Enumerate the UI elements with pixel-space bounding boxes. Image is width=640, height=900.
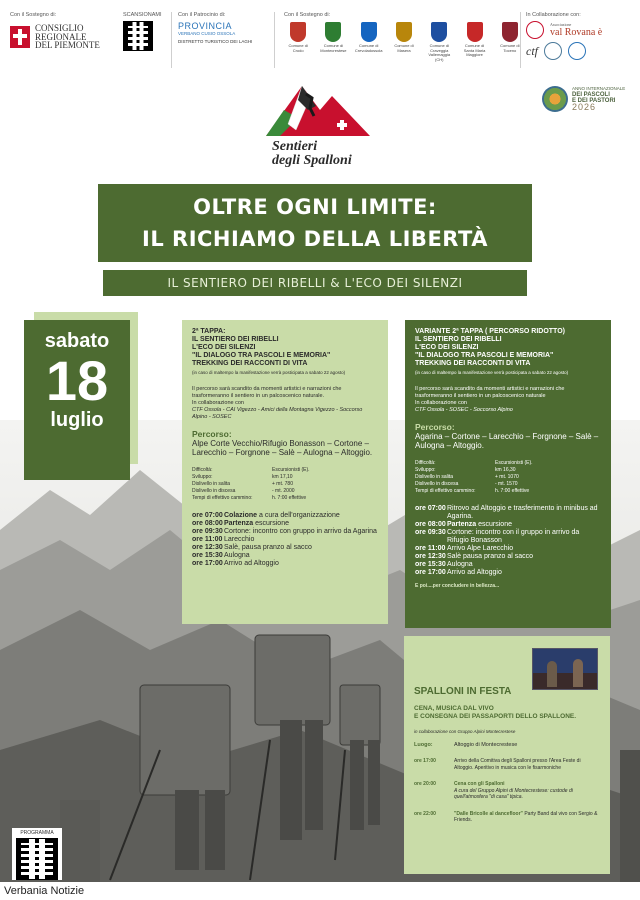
panel-heading: VARIANTE 2ª TAPPA ( PERCORSO RIDOTTO) IL SENTIERO DEI RIBELLI L'ECO DEI SILENZI "IL DIALOGO TRA PASCOLI E MEMORIA" TREKKING DEI RACCONTI DI VITA — [415, 328, 565, 367]
schedule-activity: Aulogna — [224, 551, 250, 559]
route-heading: Percorso: — [415, 422, 455, 432]
spec-label: Tempi di effettivo cammino: — [415, 487, 476, 494]
spec-label: Dislivello in salita — [415, 473, 454, 480]
distretto-logo: DISTRETTO TURISTICO DEI LAGHI — [178, 39, 253, 44]
soccorso-alpino-logo-icon — [568, 42, 586, 60]
schedule-row — [192, 552, 378, 560]
comune-name: Comune di Crodo — [288, 43, 308, 53]
spec-label: Difficoltà: — [192, 466, 213, 473]
schedule-row — [192, 512, 378, 520]
logo-wordmark: Sentieri degli Spalloni — [272, 139, 352, 168]
source-credit: Verbania Notizie — [0, 882, 640, 900]
anno-line3: E DEI PASTORI — [572, 98, 616, 104]
schedule-row — [192, 560, 378, 568]
ctf-logo: ctf — [526, 43, 538, 58]
schedule-row — [415, 529, 601, 545]
schedule-time: ore 15:30 — [415, 560, 446, 568]
spec-label: Dislivello in discesa — [415, 480, 459, 487]
panel-closing: E poi....per concludere in bellezza... — [415, 582, 500, 589]
schedule-activity: Arrivo ad Altoggio — [224, 559, 279, 567]
schedule-time: ore 09:30 — [415, 528, 446, 536]
schedule-time: ore 12:30 — [415, 552, 446, 560]
qr-code-icon[interactable] — [123, 21, 153, 51]
schedule-time: ore 11:00 — [415, 544, 446, 552]
comune-logo — [460, 22, 488, 62]
cai-logo-icon — [544, 42, 562, 60]
schedule-time: ore 08:00 — [415, 520, 446, 528]
schedule-row — [415, 561, 601, 569]
schedule-row — [415, 521, 601, 529]
val-rovana-logo: Associazione val Rovana è — [550, 22, 603, 38]
route-text: Alpe Corte Vecchio/Rifugio Bonasson – Cortone – Larecchio – Forgnone – Salè – Aulogna – Altoggio. — [192, 438, 373, 457]
associazione-logo-icon — [526, 21, 544, 39]
spec-value: Escursionisti (E). — [495, 459, 533, 466]
program-qr[interactable] — [12, 828, 62, 880]
consiglio-regionale-logo: CONSIGLIO REGIONALE DEL PIEMONTE — [35, 23, 100, 50]
feast-collaboration: in collaborazione con Gruppo Alpini Montecrestese — [414, 729, 516, 734]
sponsor-band — [0, 0, 640, 76]
divider — [274, 12, 275, 68]
comune-logo — [425, 22, 453, 62]
title-line1: OLTRE OGNI LIMITE: — [193, 195, 437, 219]
panel-description: Il percorso sarà scandito da momenti artistici e narrazioni che trasformeranno il sentiero in un palcoscenico naturale. — [192, 386, 342, 399]
feast-event-time: ore 17:00 — [414, 758, 436, 764]
spec-value: - mt. 1570 — [495, 480, 518, 487]
weather-note: (in caso di maltempo la manifestazione verrà posticipata a sabato 22 agosto) — [415, 370, 569, 375]
divider — [520, 12, 521, 68]
spec-value: + mt. 780 — [272, 480, 293, 487]
feast-subtitle: CENA, MUSICA DAL VIVO E CONSEGNA DEI PASSAPORTI DELLO SPALLONE. — [414, 705, 577, 720]
provincia-logo: PROVINCIA — [178, 21, 233, 31]
feast-event-time: ore 22:00 — [414, 810, 436, 817]
schedule-activity: Salè, pausa pranzo al sacco — [224, 543, 312, 551]
spec-label: Dislivello in salita — [192, 480, 231, 487]
comune-logo — [390, 22, 418, 62]
schedule-activity: Colazione a cura dell'organizzazione — [224, 511, 340, 519]
schedule-activity: Partenza escursione — [224, 519, 289, 527]
crest-icon — [325, 22, 341, 42]
musicians-photo — [532, 648, 598, 690]
panel-collaboration: In collaborazione con CTF Ossola - CAI Vigezzo - Amici della Montagna Vigezzo - Soccorso Alpino - SOSEC — [192, 400, 363, 420]
schedule-time: ore 17:00 — [192, 559, 223, 567]
spec-label: Sviluppo: — [415, 466, 436, 473]
schedule-time: ore 08:00 — [192, 519, 223, 527]
divider — [171, 12, 172, 68]
comune-name: Comune di Santa Maria Maggiore — [463, 43, 486, 57]
comune-logo — [355, 22, 383, 62]
schedule-activity: Arrivo ad Altoggio — [447, 568, 502, 576]
feast-location: Luogo: Altoggio di Montecrestese — [414, 742, 518, 748]
scan-label: SCANSIONAMI — [123, 12, 162, 18]
feast-event-description: "Dalle Bricolle al dancefloor" Party Band dal vivo con Sergio & Friends. — [454, 810, 598, 823]
date-weekday: sabato — [44, 330, 110, 352]
schedule — [192, 512, 378, 568]
feast-event-description: Cena con gli Spalloni A cura del Gruppo Alpini di Montecrestese: custode di quell'atmosfera "di casa" tipica. — [454, 781, 573, 800]
date-day: 18 — [45, 349, 109, 412]
feast-event — [414, 811, 600, 824]
comune-logo — [284, 22, 312, 62]
schedule-activity: Salè pausa pranzo al sacco — [447, 552, 533, 560]
program-label: PROGRAMMA — [20, 830, 54, 836]
panel-collaboration: In collaborazione con CTF Ossola - SOSEC - Soccorso Alpino — [415, 400, 513, 413]
schedule-time: ore 11:00 — [192, 535, 223, 543]
route-specs — [415, 460, 601, 495]
anno-pascoli-logo — [542, 86, 634, 112]
qr-code-icon[interactable] — [16, 838, 58, 880]
sostegno-regione — [10, 12, 110, 50]
schedule-row — [415, 545, 601, 553]
piemonte-flag-icon — [10, 26, 30, 48]
spec-label: Dislivello in discesa — [192, 487, 236, 494]
anno-line2: DEI PASCOLI — [572, 92, 610, 98]
spec-value: h. 7:00 effettive — [495, 487, 530, 494]
schedule-row — [192, 544, 378, 552]
patrocinio-block — [178, 12, 258, 44]
comune-logo — [319, 22, 347, 62]
collaborazione-label: In Collaborazione con: — [526, 12, 581, 18]
comune-name: Comune di Toceno — [500, 43, 520, 53]
date-month: luglio — [50, 409, 104, 431]
comuni-list — [284, 22, 524, 62]
spec-value: + mt. 1070 — [495, 473, 519, 480]
schedule-activity: Arrivo Alpe Larecchio — [447, 544, 514, 552]
program-panel-main — [182, 320, 388, 624]
main-title — [98, 184, 532, 262]
feast-event — [414, 758, 600, 771]
schedule-row — [415, 505, 601, 521]
comune-name: Comune di Montecrestese — [320, 43, 347, 53]
sostegno-label: Con il Sostegno di: — [10, 12, 57, 18]
schedule-row — [415, 569, 601, 577]
crest-icon — [290, 22, 306, 42]
schedule-activity: Aulogna — [447, 560, 473, 568]
crest-icon — [431, 22, 447, 42]
comuni-block — [284, 12, 524, 62]
program-panel-variant — [405, 320, 611, 628]
anno-line1: ANNO INTERNAZIONALE — [572, 86, 626, 91]
schedule-row — [415, 553, 601, 561]
comune-name: Comune di Masera — [394, 43, 414, 53]
event-date — [24, 320, 130, 480]
spec-label: Tempi di effettivo cammino: — [192, 494, 253, 501]
feast-event-time: ore 20:00 — [414, 781, 436, 787]
crest-icon — [467, 22, 483, 42]
feast-event — [414, 781, 600, 801]
anno-year: 2026 — [572, 102, 597, 112]
comune-name: Comune di Craveggia Vallemaggia (CH) — [428, 43, 451, 62]
feast-event-description: Arrivo della Comitiva degli Spalloni presso l'Area Feste di Altoggio. Aperitivo in musica con le fisarmoniche — [454, 758, 581, 771]
schedule-time: ore 09:30 — [192, 527, 223, 535]
schedule-time: ore 07:00 — [192, 511, 223, 519]
schedule-time: ore 07:00 — [415, 504, 446, 512]
schedule-activity: Ritrovo ad Altoggio e trasferimento in minibus ad Agarina. — [447, 504, 598, 520]
comune-name: Comune di Crevoladossola — [354, 43, 383, 53]
spec-value: - mt. 2000 — [272, 487, 295, 494]
spec-value: km 17,10 — [272, 473, 293, 480]
feast-events — [414, 758, 600, 824]
schedule-row — [192, 520, 378, 528]
spec-value: km 16,30 — [495, 466, 516, 473]
crest-icon — [361, 22, 377, 42]
schedule-row — [192, 536, 378, 544]
panel-description: Il percorso sarà scandito da momenti artistici e narrazioni che trasformeranno il sentiero in un palcoscenico naturale — [415, 386, 565, 399]
panel-heading: 2ª TAPPA: IL SENTIERO DEI RIBELLI L'ECO DEI SILENZI "IL DIALOGO TRA PASCOLI E MEMORIA" TREKKING DEI RACCONTI DI VITA — [192, 328, 331, 367]
route-specs — [192, 467, 378, 502]
spec-label: Difficoltà: — [415, 459, 436, 466]
weather-note: (in caso di maltempo la manifestazione verrà posticipata a sabato 22 agosto) — [192, 370, 346, 375]
comuni-label: Con il Sostegno di: — [284, 12, 331, 18]
collaborazione-block — [526, 12, 636, 60]
patrocinio-label: Con il Patrocinio di: — [178, 12, 226, 18]
schedule-activity: Cortone: incontro con gruppo in arrivo da Agarina — [224, 527, 377, 535]
spec-value: h. 7:00 effettive — [272, 494, 307, 501]
schedule-activity: Partenza escursione — [447, 520, 512, 528]
feast-panel — [404, 636, 610, 874]
pastures-emblem-icon — [542, 86, 568, 112]
route-heading: Percorso: — [192, 429, 232, 439]
provincia-subtitle: VERBANO CUSIO OSSOLA — [178, 31, 236, 36]
scan-qr-block — [123, 12, 163, 51]
route-text: Agarina – Cortone – Larecchio – Forgnone – Salè – Aulogna – Altoggio. — [415, 431, 599, 450]
schedule-time: ore 15:30 — [192, 551, 223, 559]
spec-value: Escursionisti (E). — [272, 466, 310, 473]
schedule — [415, 505, 601, 577]
schedule-row — [192, 528, 378, 536]
schedule-activity: Larecchio — [224, 535, 255, 543]
crest-icon — [502, 22, 518, 42]
spec-label: Sviluppo: — [192, 473, 213, 480]
schedule-activity: Cortone: incontro con il gruppo in arrivo da Rifugio Bonasson — [447, 528, 580, 544]
crest-icon — [396, 22, 412, 42]
title-line2: IL RICHIAMO DELLA LIBERTÀ — [142, 227, 488, 251]
subtitle: IL SENTIERO DEI RIBELLI & L'ECO DEI SILENZI — [103, 270, 527, 296]
feast-title: SPALLONI IN FESTA — [414, 686, 512, 697]
schedule-time: ore 17:00 — [415, 568, 446, 576]
schedule-time: ore 12:30 — [192, 543, 223, 551]
